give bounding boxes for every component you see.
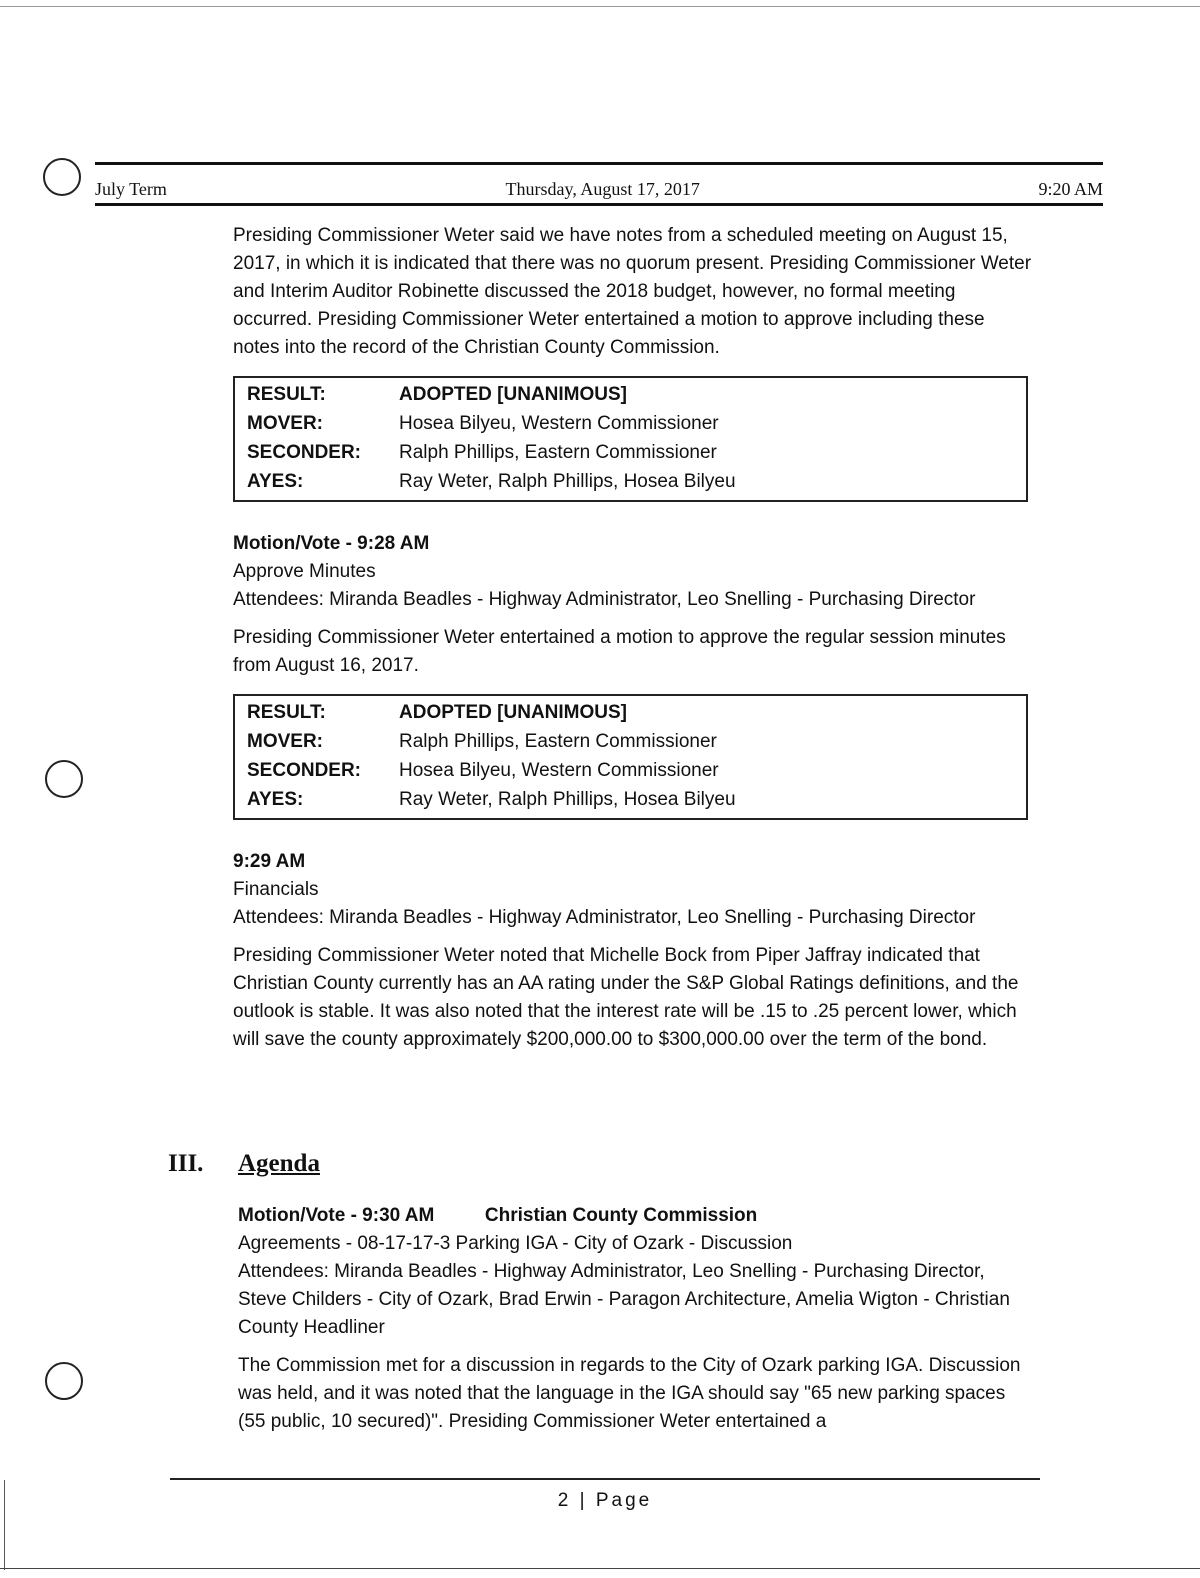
vote-row-mover <box>247 727 1016 756</box>
section-title: Agenda <box>238 1150 320 1177</box>
vote-row-seconder <box>247 756 1016 785</box>
header-row <box>95 165 1103 203</box>
footer-rule <box>170 1478 1040 1480</box>
header-rule-bottom <box>95 203 1103 206</box>
scan-top-rule <box>0 6 1200 7</box>
agenda-paragraph: The Commission met for a discussion in regards to the City of Ozark parking IGA. Discussion was held, and it was noted that the language in the IGA should say "65 new parking spaces (55 public, 10 secured)". Presiding Commissioner Weter entertained a <box>238 1355 1021 1432</box>
seconder-value: Hosea Bilyeu, Western Commissioner <box>399 760 719 781</box>
term-label: July Term <box>95 179 167 199</box>
vote-row-result <box>247 698 1016 727</box>
vote-row-ayes <box>247 467 1016 496</box>
meeting-date: Thursday, August 17, 2017 <box>505 179 700 199</box>
mover-value: Hosea Bilyeu, Western Commissioner <box>399 413 719 434</box>
agenda-heading: Motion/Vote - 9:30 AM <box>238 1205 435 1226</box>
vote-row-seconder <box>247 438 1016 467</box>
financials-heading: 9:29 AM <box>233 851 306 872</box>
result-label: RESULT: <box>247 384 326 405</box>
seconder-value: Ralph Phillips, Eastern Commissioner <box>399 442 717 463</box>
minutes-content <box>233 222 1033 1054</box>
agenda-body-name: Christian County Commission <box>484 1205 758 1226</box>
meeting-time: 9:20 AM <box>1038 179 1103 199</box>
seconder-label: SECONDER: <box>247 760 362 781</box>
punch-hole-icon <box>43 158 81 196</box>
page-footer <box>170 1478 1040 1512</box>
vote-row-result <box>247 380 1016 409</box>
punch-hole-icon <box>45 1362 83 1400</box>
vote-row-mover <box>247 409 1016 438</box>
result-value: ADOPTED [UNANIMOUS] <box>399 384 627 405</box>
section-heading <box>168 1150 320 1178</box>
financials-attendees: Attendees: Miranda Beadles - Highway Administrator, Leo Snelling - Purchasing Director <box>233 907 976 928</box>
minutes-subject: Approve Minutes <box>233 561 376 582</box>
ayes-label: AYES: <box>247 471 304 492</box>
ayes-value: Ray Weter, Ralph Phillips, Hosea Bilyeu <box>399 789 736 810</box>
minutes-attendees: Attendees: Miranda Beadles - Highway Administrator, Leo Snelling - Purchasing Director <box>233 589 976 610</box>
section-number: III. <box>168 1150 204 1177</box>
agenda-content <box>238 1202 1028 1436</box>
mover-label: MOVER: <box>247 413 323 434</box>
punch-hole-icon <box>45 760 83 798</box>
mover-value: Ralph Phillips, Eastern Commissioner <box>399 731 717 752</box>
vote-result-box <box>233 376 1028 502</box>
agenda-subject: Agreements - 08-17-17-3 Parking IGA - City of Ozark - Discussion <box>238 1233 793 1254</box>
page-number: 2 | Page <box>557 1490 653 1511</box>
agenda-attendees: Attendees: Miranda Beadles - Highway Administrator, Leo Snelling - Purchasing Director, Steve Childers - City of Ozark, Brad Erwin - Paragon Architecture, Amelia Wigton - Christian County Headliner <box>238 1261 1010 1338</box>
vote-row-ayes <box>247 785 1016 814</box>
agenda-heading-row <box>238 1202 1028 1230</box>
vote-result-box <box>233 694 1028 820</box>
minutes-heading: Motion/Vote - 9:28 AM <box>233 533 430 554</box>
ayes-value: Ray Weter, Ralph Phillips, Hosea Bilyeu <box>399 471 736 492</box>
page-header <box>95 162 1103 206</box>
seconder-label: SECONDER: <box>247 442 362 463</box>
financials-paragraph: Presiding Commissioner Weter noted that Michelle Bock from Piper Jaffray indicated that Christian County currently has an AA rating under the S&P Global Ratings definitions, and the outlook is stable. It was also noted that the interest rate will be .15 to .25 percent lower, which will save the county approximately $200,000.00 to $300,000.00 over the term of the bond. <box>233 945 1019 1050</box>
mover-label: MOVER: <box>247 731 323 752</box>
financials-subject: Financials <box>233 879 319 900</box>
ayes-label: AYES: <box>247 789 304 810</box>
scan-left-edge <box>4 1480 5 1570</box>
result-value: ADOPTED [UNANIMOUS] <box>399 702 627 723</box>
intro-paragraph: Presiding Commissioner Weter said we have notes from a scheduled meeting on August 15, 2017, in which it is indicated that there was no quorum present. Presiding Commissioner Weter and Interim Auditor Robinette discussed the 2018 budget, however, no formal meeting occurred. Presiding Commissioner Weter entertained a motion to approve including these notes into the record of the Christian County Commission. <box>233 225 1032 358</box>
minutes-paragraph: Presiding Commissioner Weter entertained a motion to approve the regular session minutes from August 16, 2017. <box>233 627 1006 676</box>
result-label: RESULT: <box>247 702 326 723</box>
scan-bottom-edge <box>0 1568 1200 1569</box>
